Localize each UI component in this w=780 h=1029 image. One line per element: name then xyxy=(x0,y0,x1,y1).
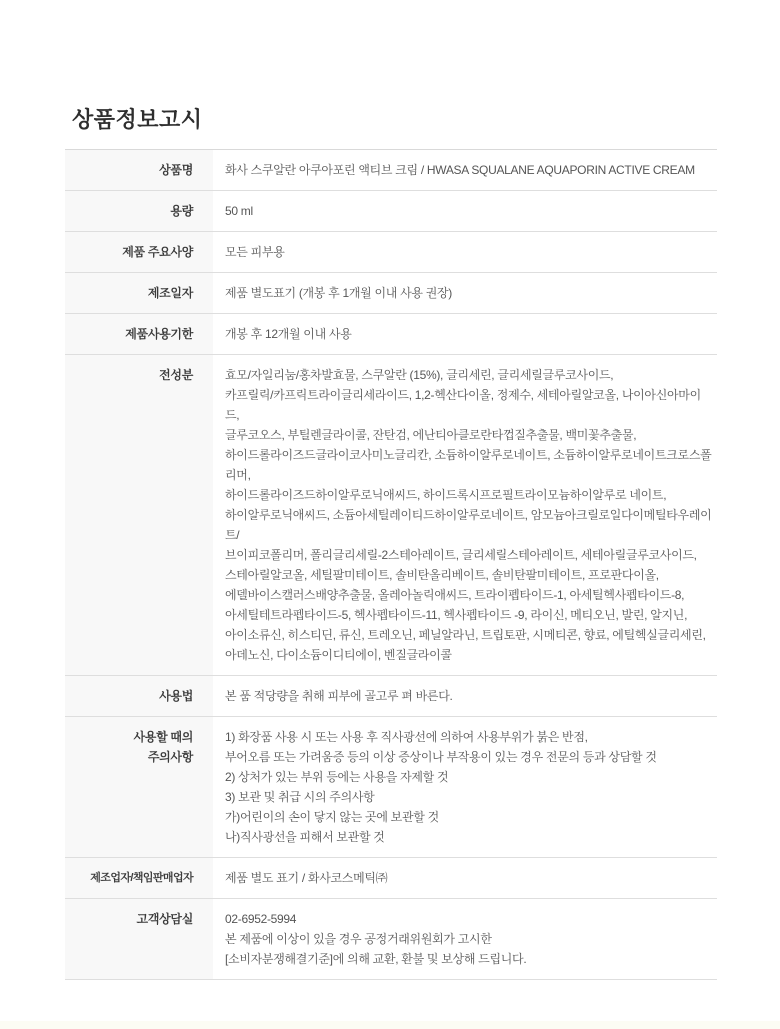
row-manufacturer xyxy=(65,858,717,899)
product-info-table xyxy=(65,149,717,980)
row-label xyxy=(65,858,213,898)
label-text: 사용법 xyxy=(159,689,193,703)
label-text: 용량 xyxy=(170,204,193,218)
value-text: 화사 스쿠알란 아쿠아포린 액티브 크림 / HWASA SQUALANE AQUAPORIN ACTIVE CREAM xyxy=(225,163,695,177)
value-text: [소비자분쟁해결기준]에 의해 교환, 환불 및 보상해 드립니다. xyxy=(225,952,527,966)
row-label xyxy=(65,191,213,231)
row-value xyxy=(213,355,717,675)
label-text: 상품명 xyxy=(159,163,193,177)
label-text: 제조일자 xyxy=(147,286,193,300)
value-text: 에델바이스캘러스배양추출물, 올레아놀릭애씨드, 트라이펩타이드-1, 아세틸헥사펩타이드-8, xyxy=(225,588,685,602)
page-title: 상품정보고시 xyxy=(72,107,203,132)
row-value xyxy=(213,717,717,857)
label-text: 주의사항 xyxy=(147,750,193,764)
value-text: 글루코오스, 부틸렌글라이콜, 잔탄검, 에난티아클로란타껍질추출물, 백미꽃추출물, xyxy=(225,428,637,442)
row-specs xyxy=(65,232,717,273)
row-value xyxy=(213,232,717,272)
row-value xyxy=(213,150,717,190)
value-text: 가)어린이의 손이 닿지 않는 곳에 보관할 것 xyxy=(225,810,439,824)
label-text: 고객상담실 xyxy=(136,912,193,926)
row-label xyxy=(65,314,213,354)
value-text: 아데노신, 다이소듐이디티에이, 벤질글라이콜 xyxy=(225,648,452,662)
row-label xyxy=(65,717,213,857)
value-text: 효모/자일리눔/홍차발효물, 스쿠알란 (15%), 글리세린, 글리세릴글루코사이드, xyxy=(225,368,614,382)
row-value xyxy=(213,191,717,231)
row-manufacture-date xyxy=(65,273,717,314)
row-label xyxy=(65,273,213,313)
value-text: 2) 상처가 있는 부위 등에는 사용을 자제할 것 xyxy=(225,770,449,784)
row-cautions xyxy=(65,717,717,858)
value-text: 하이알루로닉애씨드, 소듐아세틸레이티드하이알루로네이트, 암모늄아크릴로일다이메틸타우레이트/ xyxy=(225,508,712,542)
row-value xyxy=(213,314,717,354)
value-text: 나)직사광선을 피해서 보관할 것 xyxy=(225,830,385,844)
row-customer-service xyxy=(65,899,717,980)
label-text: 제조업자/책임판매업자 xyxy=(90,872,193,884)
value-text: 하이드롤라이즈드글라이코사미노글리칸, 소듐하이알루로네이트, 소듐하이알루로네이트크로스폴리머, xyxy=(225,448,712,482)
value-text: 제품 별도표기 (개봉 후 1개월 이내 사용 권장) xyxy=(225,286,452,300)
row-usage xyxy=(65,676,717,717)
value-text: 스테아릴알코올, 세틸팔미테이트, 솔비탄올리베이트, 솔비탄팔미테이트, 프로판다이올, xyxy=(225,568,659,582)
value-text: 브이피코폴리머, 폴리글리세릴-2스테아레이트, 글리세릴스테아레이트, 세테아릴글루코사이드, xyxy=(225,548,697,562)
value-text: 개봉 후 12개월 이내 사용 xyxy=(225,327,352,341)
label-text: 제품사용기한 xyxy=(125,327,193,341)
value-text: 본 품 적당량을 취해 피부에 골고루 펴 바른다. xyxy=(225,689,453,703)
value-text: 모든 피부용 xyxy=(225,245,285,259)
value-text: 아이소류신, 히스티딘, 류신, 트레오닌, 페닐알라닌, 트립토판, 시메티콘, 향료, 에틸헥실글리세린, xyxy=(225,628,706,642)
value-text: 부어오름 또는 가려움증 등의 이상 증상이나 부작용이 있는 경우 전문의 등과 상담할 것 xyxy=(225,750,657,764)
value-text: 1) 화장품 사용 시 또는 사용 후 직사광선에 의하여 사용부위가 붉은 반점, xyxy=(225,730,588,744)
row-value xyxy=(213,899,717,979)
value-text: 카프릴릭/카프릭트라이글리세라이드, 1,2-헥산다이올, 정제수, 세테아릴알코올, 나이아신아마이드, xyxy=(225,388,701,422)
row-label xyxy=(65,355,213,675)
row-product-name xyxy=(65,150,717,191)
label-text: 전성분 xyxy=(159,368,193,382)
row-ingredients xyxy=(65,355,717,676)
row-label xyxy=(65,150,213,190)
value-text: 본 제품에 이상이 있을 경우 공정거래위원회가 고시한 xyxy=(225,932,492,946)
row-expiry xyxy=(65,314,717,355)
row-value xyxy=(213,676,717,716)
row-label xyxy=(65,676,213,716)
value-text: 제품 별도 표기 / 화사코스메틱㈜ xyxy=(225,871,388,885)
label-text: 제품 주요사양 xyxy=(122,245,193,259)
row-volume xyxy=(65,191,717,232)
value-text: 02-6952-5994 xyxy=(225,912,297,926)
row-label xyxy=(65,899,213,979)
page-bottom-edge xyxy=(0,1021,780,1029)
label-text: 사용할 때의 xyxy=(133,730,193,744)
value-text: 아세틸테트라펩타이드-5, 헥사펩타이드-11, 헥사펩타이드 -9, 라이신, 메티오닌, 발린, 알지닌, xyxy=(225,608,688,622)
row-label xyxy=(65,232,213,272)
value-text: 50 ml xyxy=(225,204,253,218)
row-value xyxy=(213,273,717,313)
value-text: 하이드롤라이즈드하이알루로닉애씨드, 하이드록시프로필트라이모늄하이알루로 네이트, xyxy=(225,488,667,502)
value-text: 3) 보관 및 취급 시의 주의사항 xyxy=(225,790,375,804)
row-value xyxy=(213,858,717,898)
